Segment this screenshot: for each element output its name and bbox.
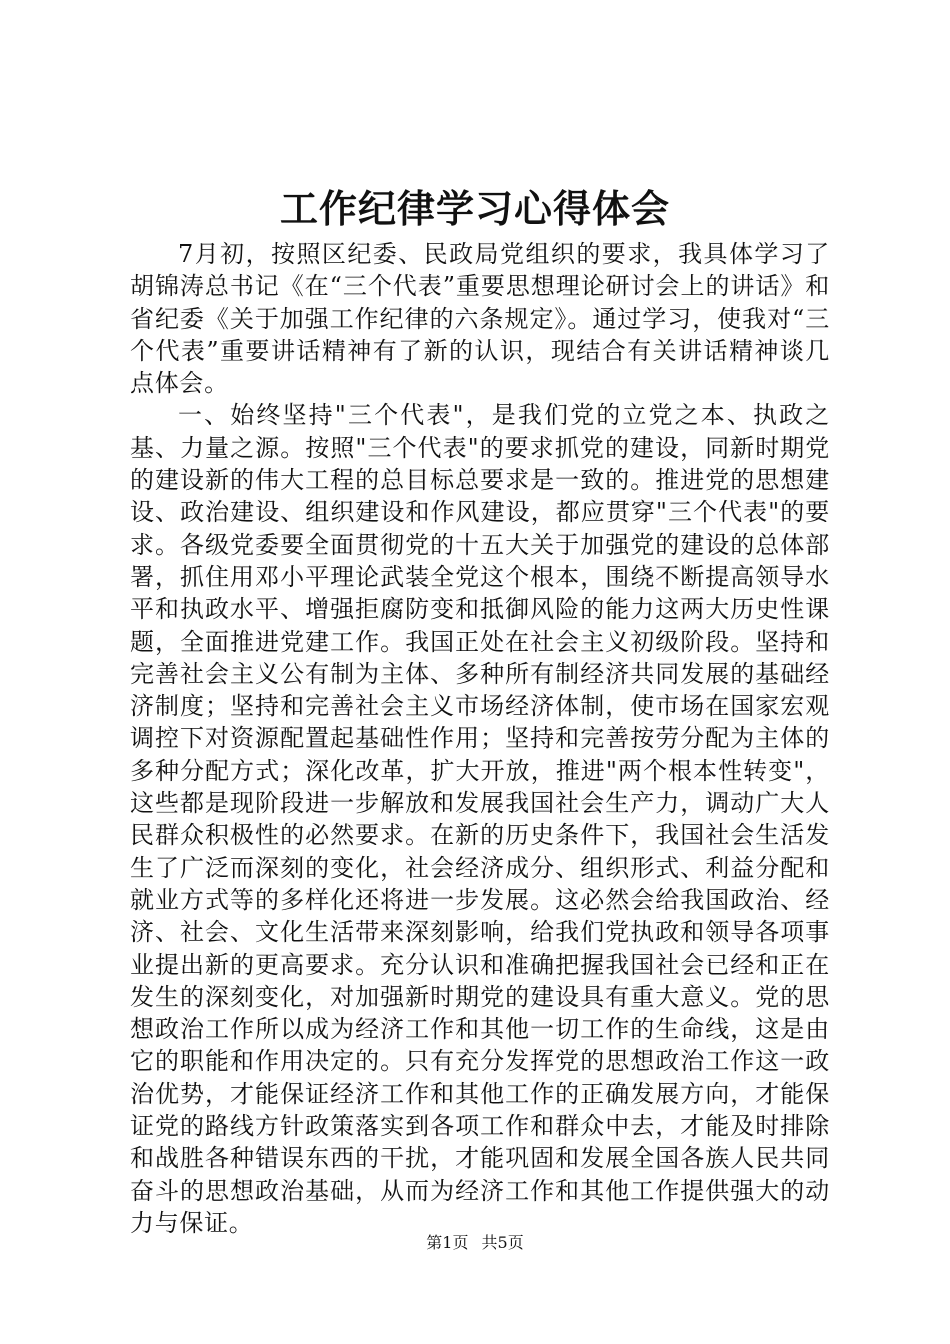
page-footer: [0, 1233, 950, 1253]
paragraph-intro: 7月初，按照区纪委、民政局党组织的要求，我具体学习了胡锦涛总书记《在“三个代表”重要思想理论研讨会上的讲话》和省纪委《关于加强工作纪律的六条规定》。通过学习，使我对“三个代表”重要讲话精神有了新的认识，现结合有关讲话精神谈几点体会。: [130, 240, 830, 398]
page-number-total: 共5页: [481, 1233, 524, 1252]
document-title: 工作纪律学习心得体会: [279, 186, 670, 231]
document-body: [130, 238, 830, 1239]
page-number-current: 第1页: [426, 1233, 469, 1252]
paragraph-section-one: 一、始终坚持"三个代表"，是我们党的立党之本、执政之基、力量之源。按照"三个代表"的要求抓党的建设，同新时期党的建设新的伟大工程的总目标总要求是一致的。推进党的思想建设、政治建设、组织建设和作风建设，都应贯穿"三个代表"的要求。各级党委要全面贯彻党的十五大关于加强党的建设的总体部署，抓住用邓小平理论武装全党这个根本，围绕不断提高领导水平和执政水平、增强拒腐防变和抵御风险的能力这两大历史性课题，全面推进党建工作。我国正处在社会主义初级阶段。坚持和完善社会主义公有制为主体、多种所有制经济共同发展的基础经济制度；坚持和完善社会主义市场经济体制，使市场在国家宏观调控下对资源配置起基础性作用；坚持和完善按劳分配为主体的多种分配方式；深化改革，扩大开放，推进"两个根本性转变"，这些都是现阶段进一步解放和发展我国社会生产力，调动广大人民群众积极性的必然要求。在新的历史条件下，我国社会生活发生了广泛而深刻的变化，社会经济成分、组织形式、利益分配和就业方式等的多样化还将进一步发展。这必然会给我国政治、经济、社会、文化生活带来深刻影响，给我们党执政和领导各项事业提出新的更高要求。充分认识和准确把握我国社会已经和正在发生的深刻变化，对加强新时期党的建设具有重大意义。党的思想政治工作所以成为经济工作和其他一切工作的生命线，这是由它的职能和作用决定的。只有充分发挥党的思想政治工作这一政治优势，才能保证经济工作和其他工作的正确发展方向，才能保证党的路线方针政策落实到各项工作和群众中去，才能及时排除和战胜各种错误东西的干扰，才能巩固和发展全国各族人民共同奋斗的思想政治基础，从而为经济工作和其他工作提供强大的动力与保证。: [130, 401, 830, 1237]
